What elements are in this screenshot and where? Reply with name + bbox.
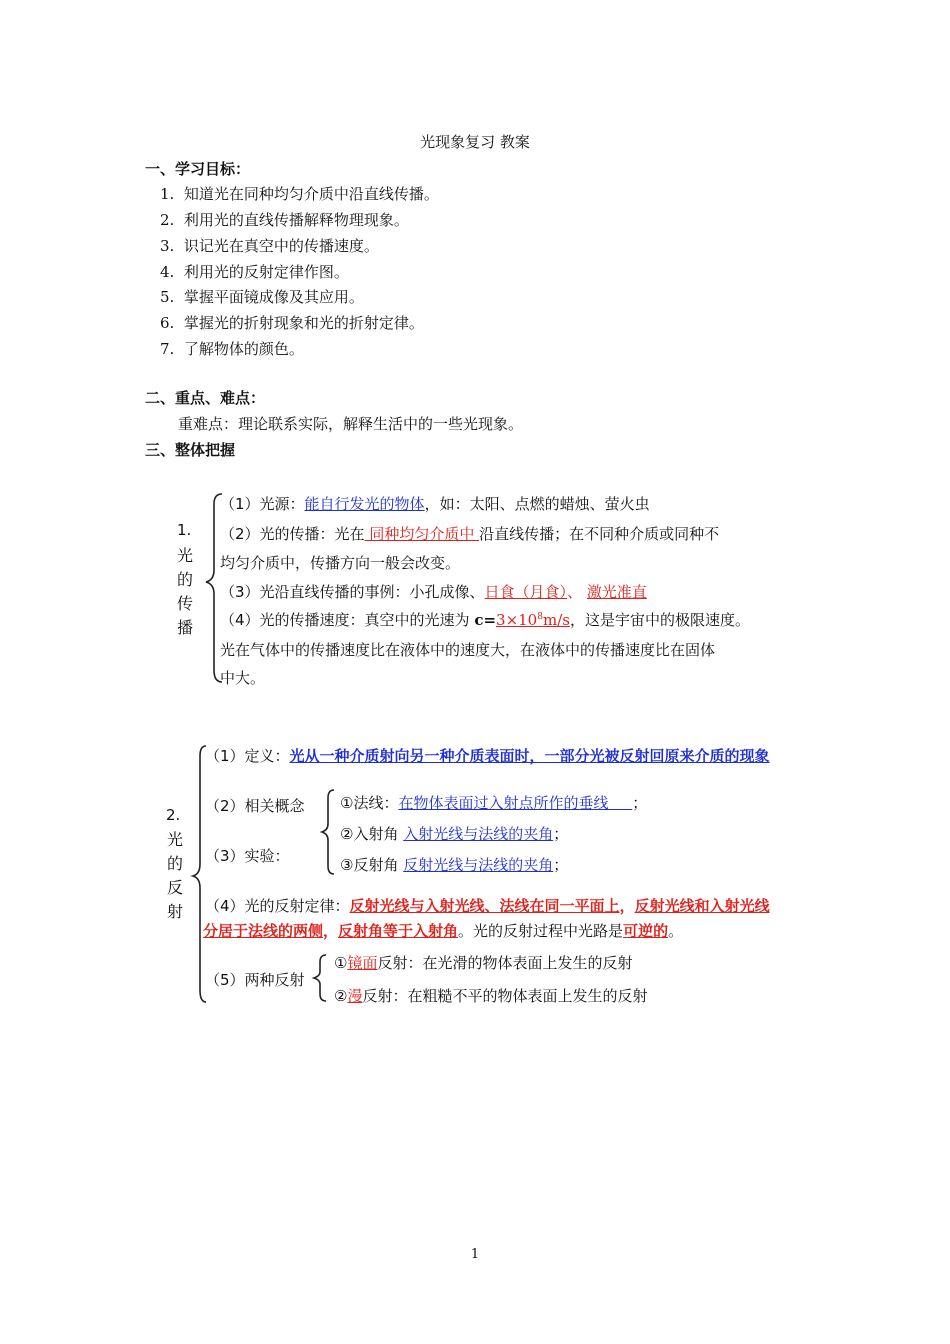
law-opposite-sides: 分居于法线的两侧	[203, 922, 324, 940]
reflection-brace	[188, 740, 212, 1008]
example-eclipse: 日食（月食）	[484, 583, 568, 601]
concept-normal	[340, 792, 647, 813]
reflection-label: 光的反射	[166, 830, 183, 921]
reflection-angle-end: ；	[553, 856, 569, 874]
definition-answer: 光从一种介质射向另一种介质表面时，一部分光被反射回原来介质的现象	[289, 747, 770, 765]
normal-answer: 在物体表面过入射点所作的垂线	[398, 794, 633, 812]
speed-exponent: 8	[537, 612, 543, 622]
reflection-angle-label: ③反射角	[340, 856, 399, 874]
experiment-label: （3）实验：	[205, 847, 290, 865]
reflection-type-specular	[334, 952, 632, 973]
page-number: 1	[470, 1247, 480, 1262]
speed-label: （4）光的传播速度：真空中的光速为	[220, 611, 475, 629]
objective-num: 3.	[160, 237, 175, 255]
law-reversible-text: 。光的反射过程中光路是	[458, 922, 624, 940]
incidence-end: ；	[553, 825, 569, 843]
propagation-number: 1.	[177, 521, 192, 539]
reflection-angle-answer: 反射光线与法线的夹角	[403, 856, 554, 874]
concepts-brace	[316, 786, 340, 878]
law-sep: ，	[619, 897, 635, 915]
examples-label: （3）光沿直线传播的事例：小孔成像、	[220, 583, 485, 601]
concept-incidence-angle	[340, 823, 568, 844]
section2-content: 重难点：理论联系实际，解释生活中的一些光现象。	[178, 415, 524, 433]
reflection-law-line2	[203, 920, 683, 941]
reflection-types-label: （5）两种反射	[205, 971, 305, 989]
normal-end: ；	[632, 794, 648, 812]
diffuse-num: ②	[334, 987, 348, 1005]
objective-text: 利用光的反射定律作图。	[183, 263, 349, 281]
specular-num: ①	[334, 954, 348, 972]
rule-label: （2）光的传播：光在	[220, 525, 365, 543]
incidence-answer: 入射光线与法线的夹角	[403, 825, 554, 843]
concept-reflection-angle	[340, 854, 568, 875]
normal-label: ①法线：	[340, 794, 399, 812]
propagation-line-source	[220, 493, 650, 514]
propagation-line-rule	[220, 523, 719, 544]
objective-item	[160, 209, 409, 230]
law-end: 。	[668, 922, 684, 940]
reflection-number: 2.	[166, 806, 181, 824]
objective-num: 6.	[160, 314, 175, 332]
diffuse-text: 反射：在粗糙不平的物体表面上发生的反射	[362, 987, 648, 1005]
objective-item	[160, 235, 379, 256]
propagation-line-speed	[220, 609, 750, 630]
objective-num: 1.	[160, 185, 175, 203]
source-label: （1）光源：	[220, 495, 305, 513]
section1-heading: 一、学习目标：	[145, 160, 251, 178]
law-coplanar: 反射光线与入射光线、法线在同一平面上	[349, 897, 620, 915]
objective-item	[160, 338, 304, 359]
objective-item	[160, 261, 349, 282]
objective-num: 2.	[160, 211, 175, 229]
propagation-line-media-cont: 中大。	[220, 669, 266, 687]
rule-answer: 同种均匀介质中	[364, 525, 480, 543]
definition-label: （1）定义：	[205, 747, 290, 765]
section3-heading: 三、整体把握	[145, 441, 236, 459]
reflection-law-line1	[205, 895, 770, 916]
section2-heading: 二、重点、难点：	[145, 389, 266, 407]
objective-text: 掌握光的折射现象和光的折射定律。	[183, 314, 424, 332]
propagation-line-examples	[220, 581, 647, 602]
concepts-label: （2）相关概念	[205, 797, 305, 815]
objective-text: 利用光的直线传播解释物理现象。	[183, 211, 409, 229]
rule-text: 沿直线传播；在不同种介质或同种不	[479, 525, 720, 543]
example-laser: 激光准直	[586, 583, 647, 601]
objective-item	[160, 183, 439, 204]
objective-item	[160, 312, 424, 333]
source-answer: 能自行发光的物体	[304, 495, 425, 513]
propagation-label: 光的传播	[176, 546, 193, 637]
objective-num: 4.	[160, 263, 175, 281]
objective-text: 了解物体的颜色。	[183, 340, 304, 358]
law-sep2: ，	[323, 922, 339, 940]
law-rays: 反射光线和入射光线	[634, 897, 770, 915]
speed-symbol: c=	[474, 611, 497, 629]
speed-value: 3×10	[496, 611, 538, 629]
page-title: 光现象复习 教案	[420, 133, 530, 151]
objective-text: 识记光在真空中的传播速度。	[183, 237, 379, 255]
reflection-type-diffuse	[334, 985, 647, 1006]
objective-text: 掌握平面镜成像及其应用。	[183, 288, 364, 306]
reflection-definition	[205, 745, 770, 766]
law-reversible-answer: 可逆的	[623, 922, 669, 940]
diffuse-answer: 漫	[347, 987, 363, 1005]
propagation-line-rule-cont: 均匀介质中，传播方向一般会改变。	[220, 554, 461, 572]
objective-num: 5.	[160, 288, 175, 306]
objective-num: 7.	[160, 340, 175, 358]
specular-text: 反射：在光滑的物体表面上发生的反射	[377, 954, 633, 972]
example-sep: 、	[567, 583, 583, 601]
law-label: （4）光的反射定律：	[205, 897, 350, 915]
speed-note: ，这是宇宙中的极限速度。	[569, 611, 750, 629]
law-equal-angles: 反射角等于入射角	[338, 922, 459, 940]
source-examples: ，如：太阳、点燃的蜡烛、萤火虫	[424, 495, 650, 513]
propagation-line-media: 光在气体中的传播速度比在液体中的速度大，在液体中的传播速度比在固体	[220, 641, 716, 659]
types-brace	[310, 952, 332, 1004]
speed-unit: m/s	[542, 611, 570, 629]
incidence-label: ②入射角	[340, 825, 399, 843]
objective-text: 知道光在同种均匀介质中沿直线传播。	[183, 185, 439, 203]
objective-item	[160, 286, 364, 307]
specular-answer: 镜面	[347, 954, 378, 972]
